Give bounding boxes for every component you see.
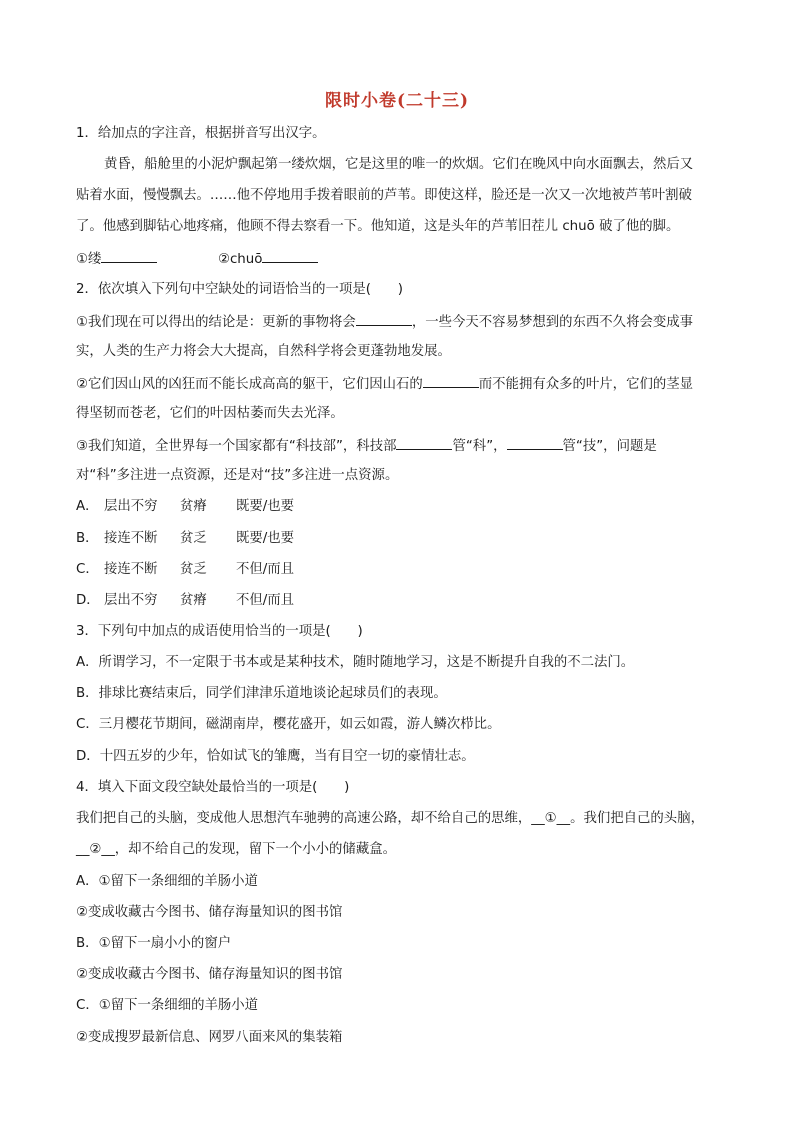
- q2-blank-2[interactable]: [423, 373, 479, 388]
- q1-blank-1-label: ①缕: [76, 252, 102, 267]
- q2-stem: 2．依次填入下列句中空缺处的词语恰当的一项是( ): [76, 282, 403, 297]
- q1-blank-1[interactable]: [101, 248, 157, 263]
- q2-s3-text: ③我们知道，全世界每一个国家都有“科技部”，科技部: [76, 439, 397, 454]
- q2-option-a[interactable]: [76, 497, 726, 517]
- q2-sentence-2: [76, 373, 726, 395]
- option-word-2: 贫瘠: [180, 593, 207, 608]
- option-word-2: 贫瘠: [180, 499, 207, 514]
- q2-s2-text: ②它们因山风的凶狂而不能长成高高的躯干，它们因山石的: [76, 377, 423, 392]
- option-word-1: 层出不穷: [104, 593, 158, 608]
- q4-p1-text: 我们把自己的头脑，变成他人思想汽车驰骋的高速公路，却不给自己的思维，: [76, 811, 532, 826]
- q4-option-c-2: ②变成搜罗最新信息、网罗八面来风的集装箱: [76, 1030, 343, 1045]
- option-letter: D．: [76, 593, 100, 608]
- option-letter: A．: [76, 499, 99, 514]
- q1-blank-2-label: ②chuō: [217, 252, 263, 267]
- q4-p2-text: ，却不给自己的发现，留下一个小小的储藏盒。: [114, 842, 396, 857]
- option-word-3: 不但/而且: [236, 593, 295, 608]
- q1-passage-line-2: 贴着水面，慢慢飘去。……他不停地用手拨着眼前的芦苇。即使这样，脸还是一次又一次地被芦苇叶割破: [76, 188, 692, 203]
- q1-passage-line-3: 了。他感到脚钻心地疼痛，他顾不得去察看一下。他知道，这是头年的芦苇旧茬儿 chuō 破了他的脚。: [76, 219, 680, 234]
- q2-s3-text-c: 管“技”，问题是: [562, 439, 657, 454]
- q1-stem: 1．给加点的字注音，根据拼音写出汉字。: [76, 126, 326, 141]
- q2-s2-text-b: 而不能拥有众多的叶片，它们的茎显: [478, 377, 694, 392]
- option-word-1: 接连不断: [104, 562, 158, 577]
- q2-blank-4[interactable]: [507, 435, 563, 450]
- option-word-1: 层出不穷: [104, 499, 158, 514]
- q2-sentence-3: [76, 435, 726, 457]
- q4-blank-1[interactable]: __①__: [531, 811, 571, 826]
- q2-sentence-3-cont: 对“科”多注进一点资源，还是对“技”多注进一点资源。: [76, 468, 399, 483]
- option-word-3: 既要/也要: [236, 499, 295, 514]
- q2-option-b[interactable]: [76, 529, 726, 549]
- q3-option-c[interactable]: C．三月樱花节期间，磁湖南岸，樱花盛开，如云如霞，游人鳞次栉比。: [76, 717, 501, 732]
- q2-s1-text-b: ，一些今天不容易梦想到的东西不久将会变成事: [411, 315, 694, 330]
- q1-passage-line-1: 黄昏，船舱里的小泥炉飘起第一缕炊烟，它是这里的唯一的炊烟。它们在晚风中向水面飘去，然后又: [104, 157, 694, 172]
- q2-s3-text-b: 管“科”，: [452, 439, 507, 454]
- q1-blank-2[interactable]: [262, 248, 318, 263]
- q2-option-c[interactable]: [76, 560, 726, 580]
- q4-passage-line-1: [76, 809, 726, 829]
- q2-s1-text: ①我们现在可以得出的结论是：更新的事物将会: [76, 315, 356, 330]
- q3-option-b[interactable]: B．排球比赛结束后，同学们津津乐道地谈论起球员们的表现。: [76, 686, 447, 701]
- q2-sentence-2-cont: 得坚韧而苍老，它们的叶因枯萎而失去光泽。: [76, 406, 344, 421]
- q3-option-d[interactable]: D．十四五岁的少年，恰如试飞的雏鹰，当有目空一切的豪情壮志。: [76, 749, 475, 764]
- q4-blank-2[interactable]: __②__: [76, 842, 115, 857]
- option-word-2: 贫乏: [180, 531, 207, 546]
- q4-p1-text-b: 。我们把自己的头脑，: [570, 811, 704, 826]
- q4-option-a-1[interactable]: A．①留下一条细细的羊肠小道: [76, 874, 258, 889]
- q4-stem: 4．填入下面文段空缺处最恰当的一项是( ): [76, 780, 350, 795]
- q3-option-a[interactable]: A．所谓学习，不一定限于书本或是某种技术，随时随地学习，这是不断提升自我的不二法门。: [76, 655, 635, 670]
- q2-blank-3[interactable]: [396, 435, 452, 450]
- q4-option-c-1[interactable]: C．①留下一条细细的羊肠小道: [76, 998, 259, 1013]
- q4-option-b-1[interactable]: B．①留下一扇小小的窗户: [76, 936, 232, 951]
- q4-passage-line-2: [76, 840, 726, 860]
- q3-stem: 3．下列句中加点的成语使用恰当的一项是( ): [76, 624, 363, 639]
- q4-option-a-2: ②变成收藏古今图书、储存海量知识的图书馆: [76, 905, 343, 920]
- q2-blank-1[interactable]: [356, 311, 412, 326]
- option-word-1: 接连不断: [104, 531, 158, 546]
- option-letter: B．: [76, 531, 99, 546]
- q4-option-b-2: ②变成收藏古今图书、储存海量知识的图书馆: [76, 967, 343, 982]
- option-word-3: 既要/也要: [236, 531, 295, 546]
- option-word-3: 不但/而且: [236, 562, 295, 577]
- q1-blanks: [76, 248, 726, 270]
- q2-sentence-1: [76, 311, 726, 333]
- q2-sentence-1-cont: 实，人类的生产力将会大大提高，自然科学将会更蓬勃地发展。: [76, 344, 451, 359]
- page-title: 限时小卷(二十三): [324, 91, 470, 111]
- option-letter: C．: [76, 562, 99, 577]
- q2-option-d[interactable]: [76, 591, 726, 611]
- option-word-2: 贫乏: [180, 562, 207, 577]
